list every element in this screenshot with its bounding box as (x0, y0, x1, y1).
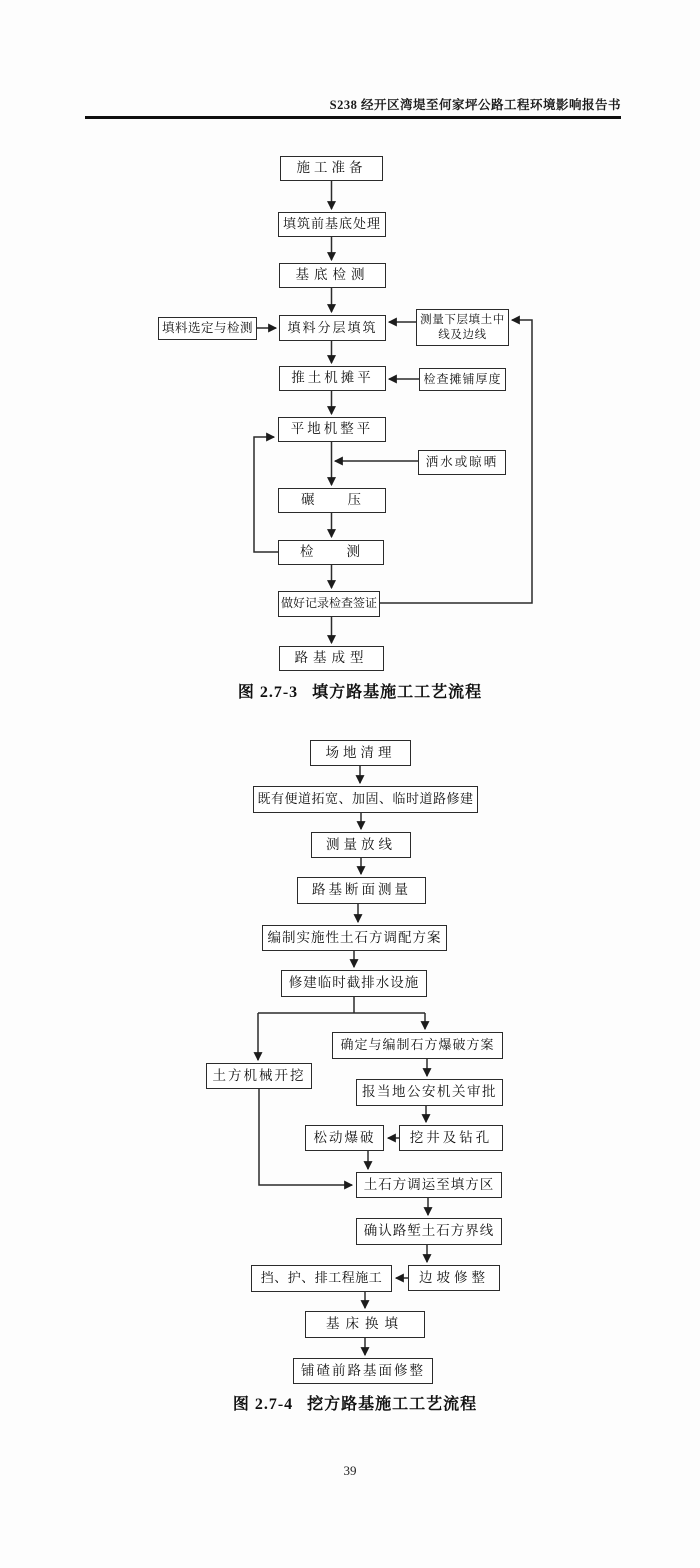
flow1-node-survey-center-edge: 测量下层填土中线及边线 (416, 309, 509, 346)
flow1-node-bulldozer-spread: 推土机摊平 (279, 366, 386, 391)
figure2-caption-label: 图 2.7-4 (232, 1396, 294, 1413)
flow2-node-police-approval: 报当地公安机关审批 (356, 1079, 503, 1106)
flow2-node-blasting-plan: 确定与编制石方爆破方案 (332, 1032, 503, 1059)
flow2-node-survey-layout: 测量放线 (311, 832, 411, 858)
flow2-node-surface-trimming: 铺碴前路基面修整 (293, 1358, 433, 1384)
flow2-node-temp-drainage: 修建临时截排水设施 (281, 970, 427, 997)
flow1-node-subgrade-formed: 路基成型 (279, 646, 384, 671)
figure2-caption (130, 1391, 580, 1414)
flow2-node-slope-trimming: 边坡修整 (408, 1265, 500, 1291)
flow1-node-record-sign: 做好记录检查签证 (278, 591, 380, 617)
figure2-caption-title: 挖方路基施工工艺流程 (307, 1396, 478, 1413)
flow1-node-construction-prep: 施工准备 (280, 156, 383, 181)
flow1-node-material-selection: 填料选定与检测 (158, 317, 257, 340)
flow1-node-pre-fill-treatment: 填筑前基底处理 (278, 212, 386, 237)
flow2-node-site-clearing: 场地清理 (310, 740, 411, 766)
flow1-node-inspection: 检 测 (278, 540, 384, 565)
figure1-caption-label: 图 2.7-3 (237, 684, 299, 701)
flow1-node-water-or-dry: 洒水或晾晒 (418, 450, 506, 475)
flow1-node-rolling: 碾 压 (278, 488, 386, 513)
flow2-node-subgrade-replacement: 基床换填 (305, 1311, 425, 1338)
flow1-node-base-inspection: 基底检测 (279, 263, 386, 288)
flow1-node-check-thickness: 检查摊铺厚度 (419, 368, 506, 391)
flow2-node-mechanical-excavation: 土方机械开挖 (206, 1063, 312, 1089)
flow1-node-grader-leveling: 平地机整平 (278, 417, 386, 442)
flow2-node-digging-drilling: 挖井及钻孔 (399, 1125, 503, 1151)
page-number: 39 (343, 1463, 357, 1478)
flow2-node-retaining-works: 挡、护、排工程施工 (251, 1265, 392, 1292)
flow2-node-loosening-blast: 松动爆破 (305, 1125, 384, 1151)
flow2-node-road-widening: 既有便道拓宽、加固、临时道路修建 (253, 786, 478, 813)
flow2-node-confirm-boundary: 确认路堑土石方界线 (356, 1218, 502, 1245)
flow1-node-layered-filling: 填料分层填筑 (279, 315, 386, 341)
flow2-node-earthwork-plan: 编制实施性土石方调配方案 (262, 925, 447, 951)
flow2-node-transport-to-fill: 土石方调运至填方区 (356, 1172, 502, 1198)
report-header-title: S238 经开区湾堤至何家坪公路工程环境影响报告书 (329, 98, 621, 112)
flow2-node-cross-section-survey: 路基断面测量 (297, 877, 426, 904)
figure1-caption (140, 679, 580, 702)
figure1-caption-title: 填方路基施工工艺流程 (312, 684, 483, 701)
